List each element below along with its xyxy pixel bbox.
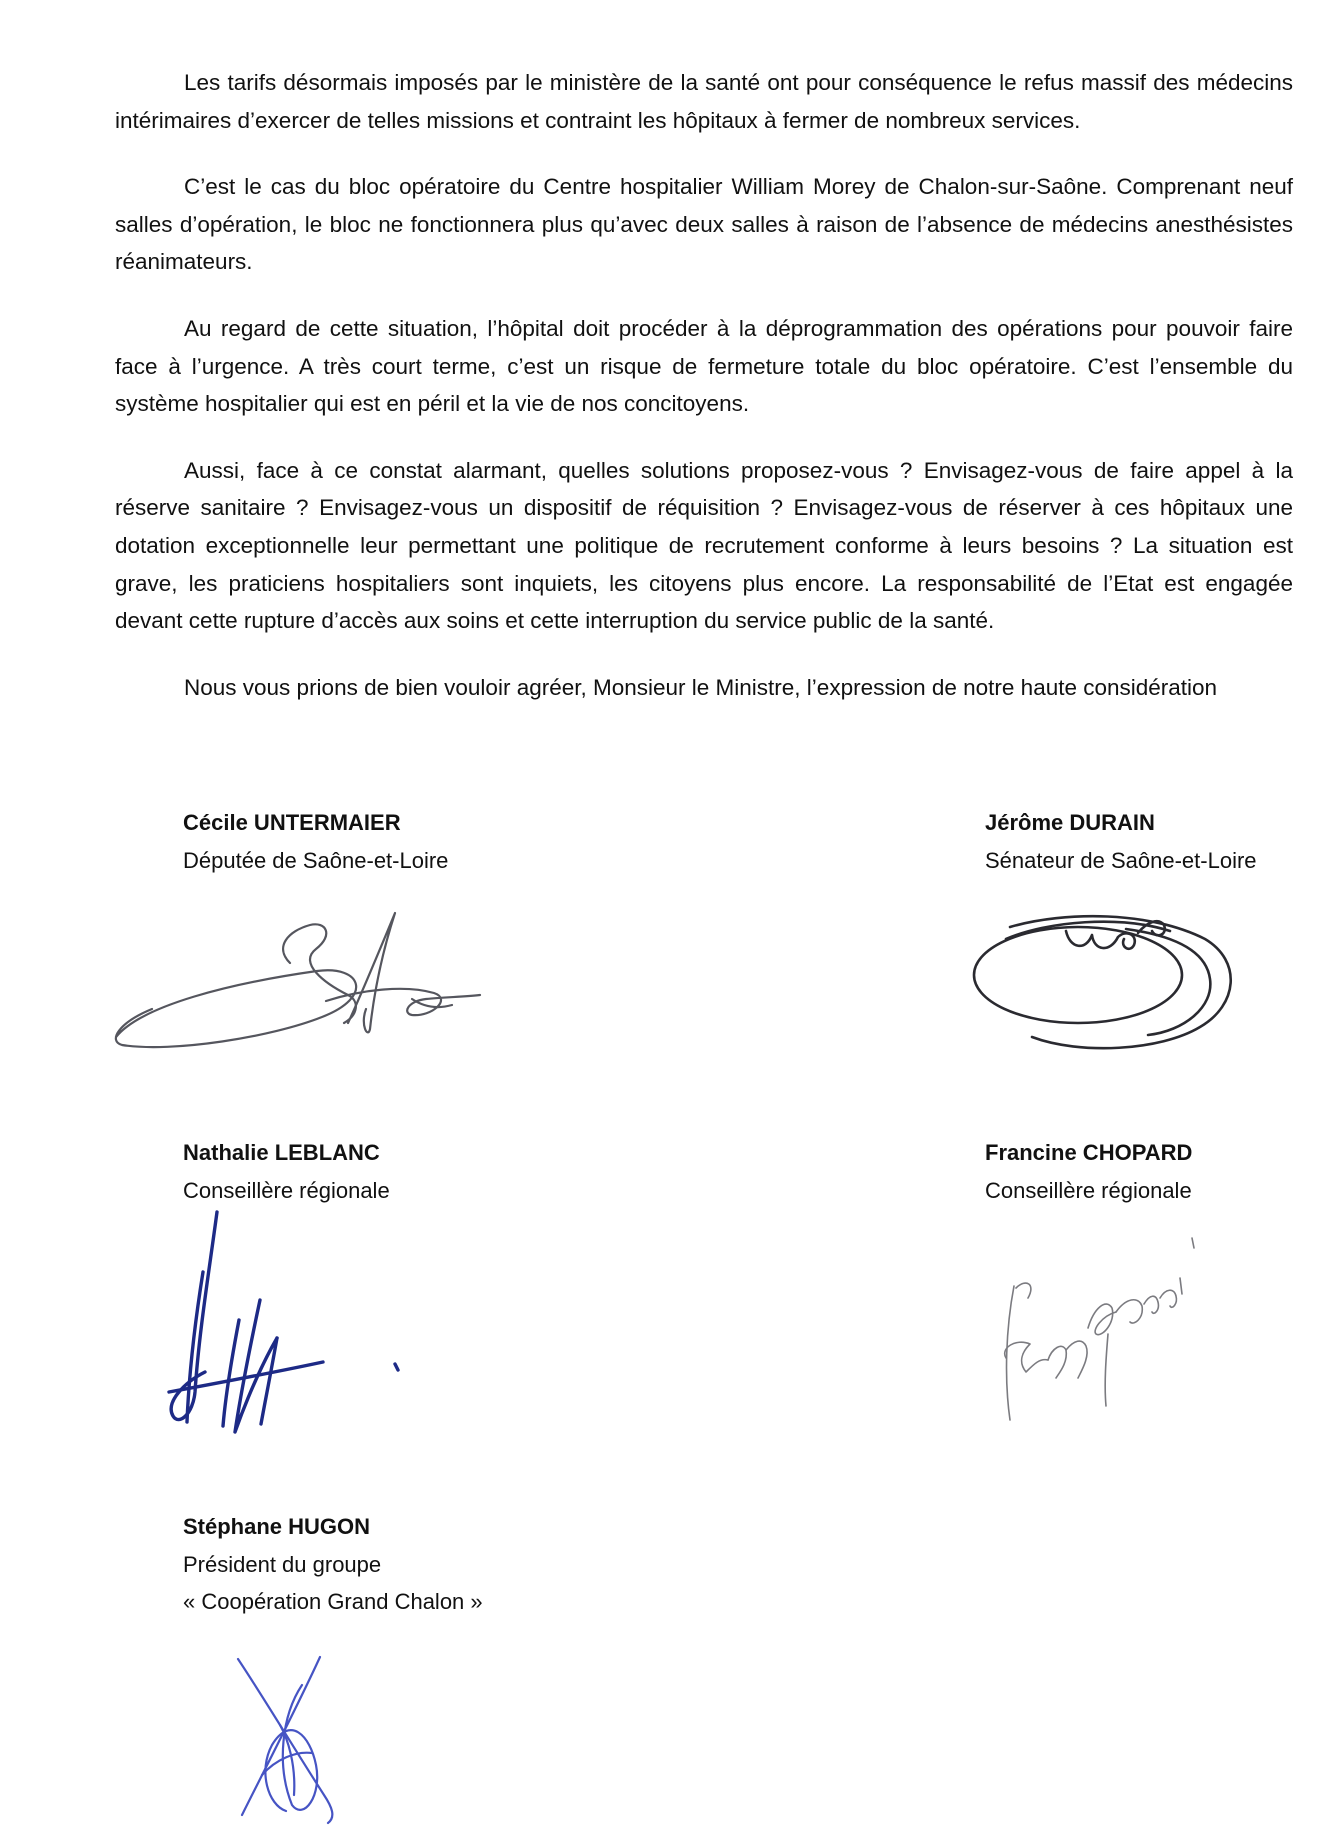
signatory-chopard [985, 1134, 1192, 1209]
signatory-leblanc [183, 1134, 390, 1209]
letter-body [115, 64, 1293, 735]
signatory-role: Conseillère régionale [985, 1177, 1192, 1203]
paragraph-closing-formula: Nous vous prions de bien vouloir agréer, Monsieur le Ministre, l’expression de notre haute considération [184, 674, 1218, 700]
signatory-name: Stéphane HUGON [183, 1514, 371, 1539]
signature-chopard [996, 1238, 1216, 1428]
signature-leblanc [165, 1212, 425, 1437]
signatory-name: Francine CHOPARD [985, 1140, 1193, 1165]
paragraph-operating-block: C’est le cas du bloc opératoire du Centre hospitalier William Morey de Chalon-sur-Saône. Comprenant neuf salles d’opération, le bloc ne fonctionnera plus qu’avec deux salles à raison de l’absence de médecins anesthésistes réanimateurs. [115, 174, 1293, 275]
signature-hugon [232, 1655, 342, 1830]
signatory-untermaier [183, 804, 448, 879]
signatory-name: Nathalie LEBLANC [183, 1140, 380, 1165]
paragraph-deprogramming: Au regard de cette situation, l’hôpital doit procéder à la déprogrammation des opérations pour pouvoir faire face à l’urgence. A très court terme, c’est un risque de fermeture totale du bloc opératoire. C’est l’ensemble du système hospitalier qui est en péril et la vie de nos concitoyens. [115, 315, 1293, 417]
signature-durain [970, 905, 1240, 1055]
signatory-role: Président du groupe [183, 1551, 382, 1577]
paragraph-questions: Aussi, face à ce constat alarmant, quelles solutions proposez-vous ? Envisagez-vous de faire appel à la réserve sanitaire ? Envisagez-vous un dispositif de réquisition ? Envisagez-vous de réserver à ces hôpitaux une dotation exceptionnelle leur permettant une politique de recrutement conforme à leurs besoins ? La situation est grave, les praticiens hospitaliers sont inquiets, les citoyens plus encore. La responsabilité de l’Etat est engagée devant cette rupture d’accès aux soins et cette interruption du service public de la santé. [115, 457, 1293, 634]
signatory-name: Cécile UNTERMAIER [183, 810, 401, 835]
signatory-role: Conseillère régionale [183, 1177, 390, 1203]
signatory-role: Sénateur de Saône-et-Loire [985, 847, 1257, 873]
signature-untermaier [112, 905, 482, 1055]
signatory-role: Députée de Saône-et-Loire [183, 847, 449, 873]
signatory-durain [985, 804, 1257, 879]
signatory-name: Jérôme DURAIN [985, 810, 1155, 835]
signatory-hugon [183, 1508, 483, 1621]
paragraph-tariffs: Les tarifs désormais imposés par le ministère de la santé ont pour conséquence le refus massif des médecins intérimaires d’exercer de telles missions et contraint les hôpitaux à fermer de nombreux services. [115, 70, 1293, 133]
signatory-role-group: « Coopération Grand Chalon » [183, 1589, 483, 1615]
